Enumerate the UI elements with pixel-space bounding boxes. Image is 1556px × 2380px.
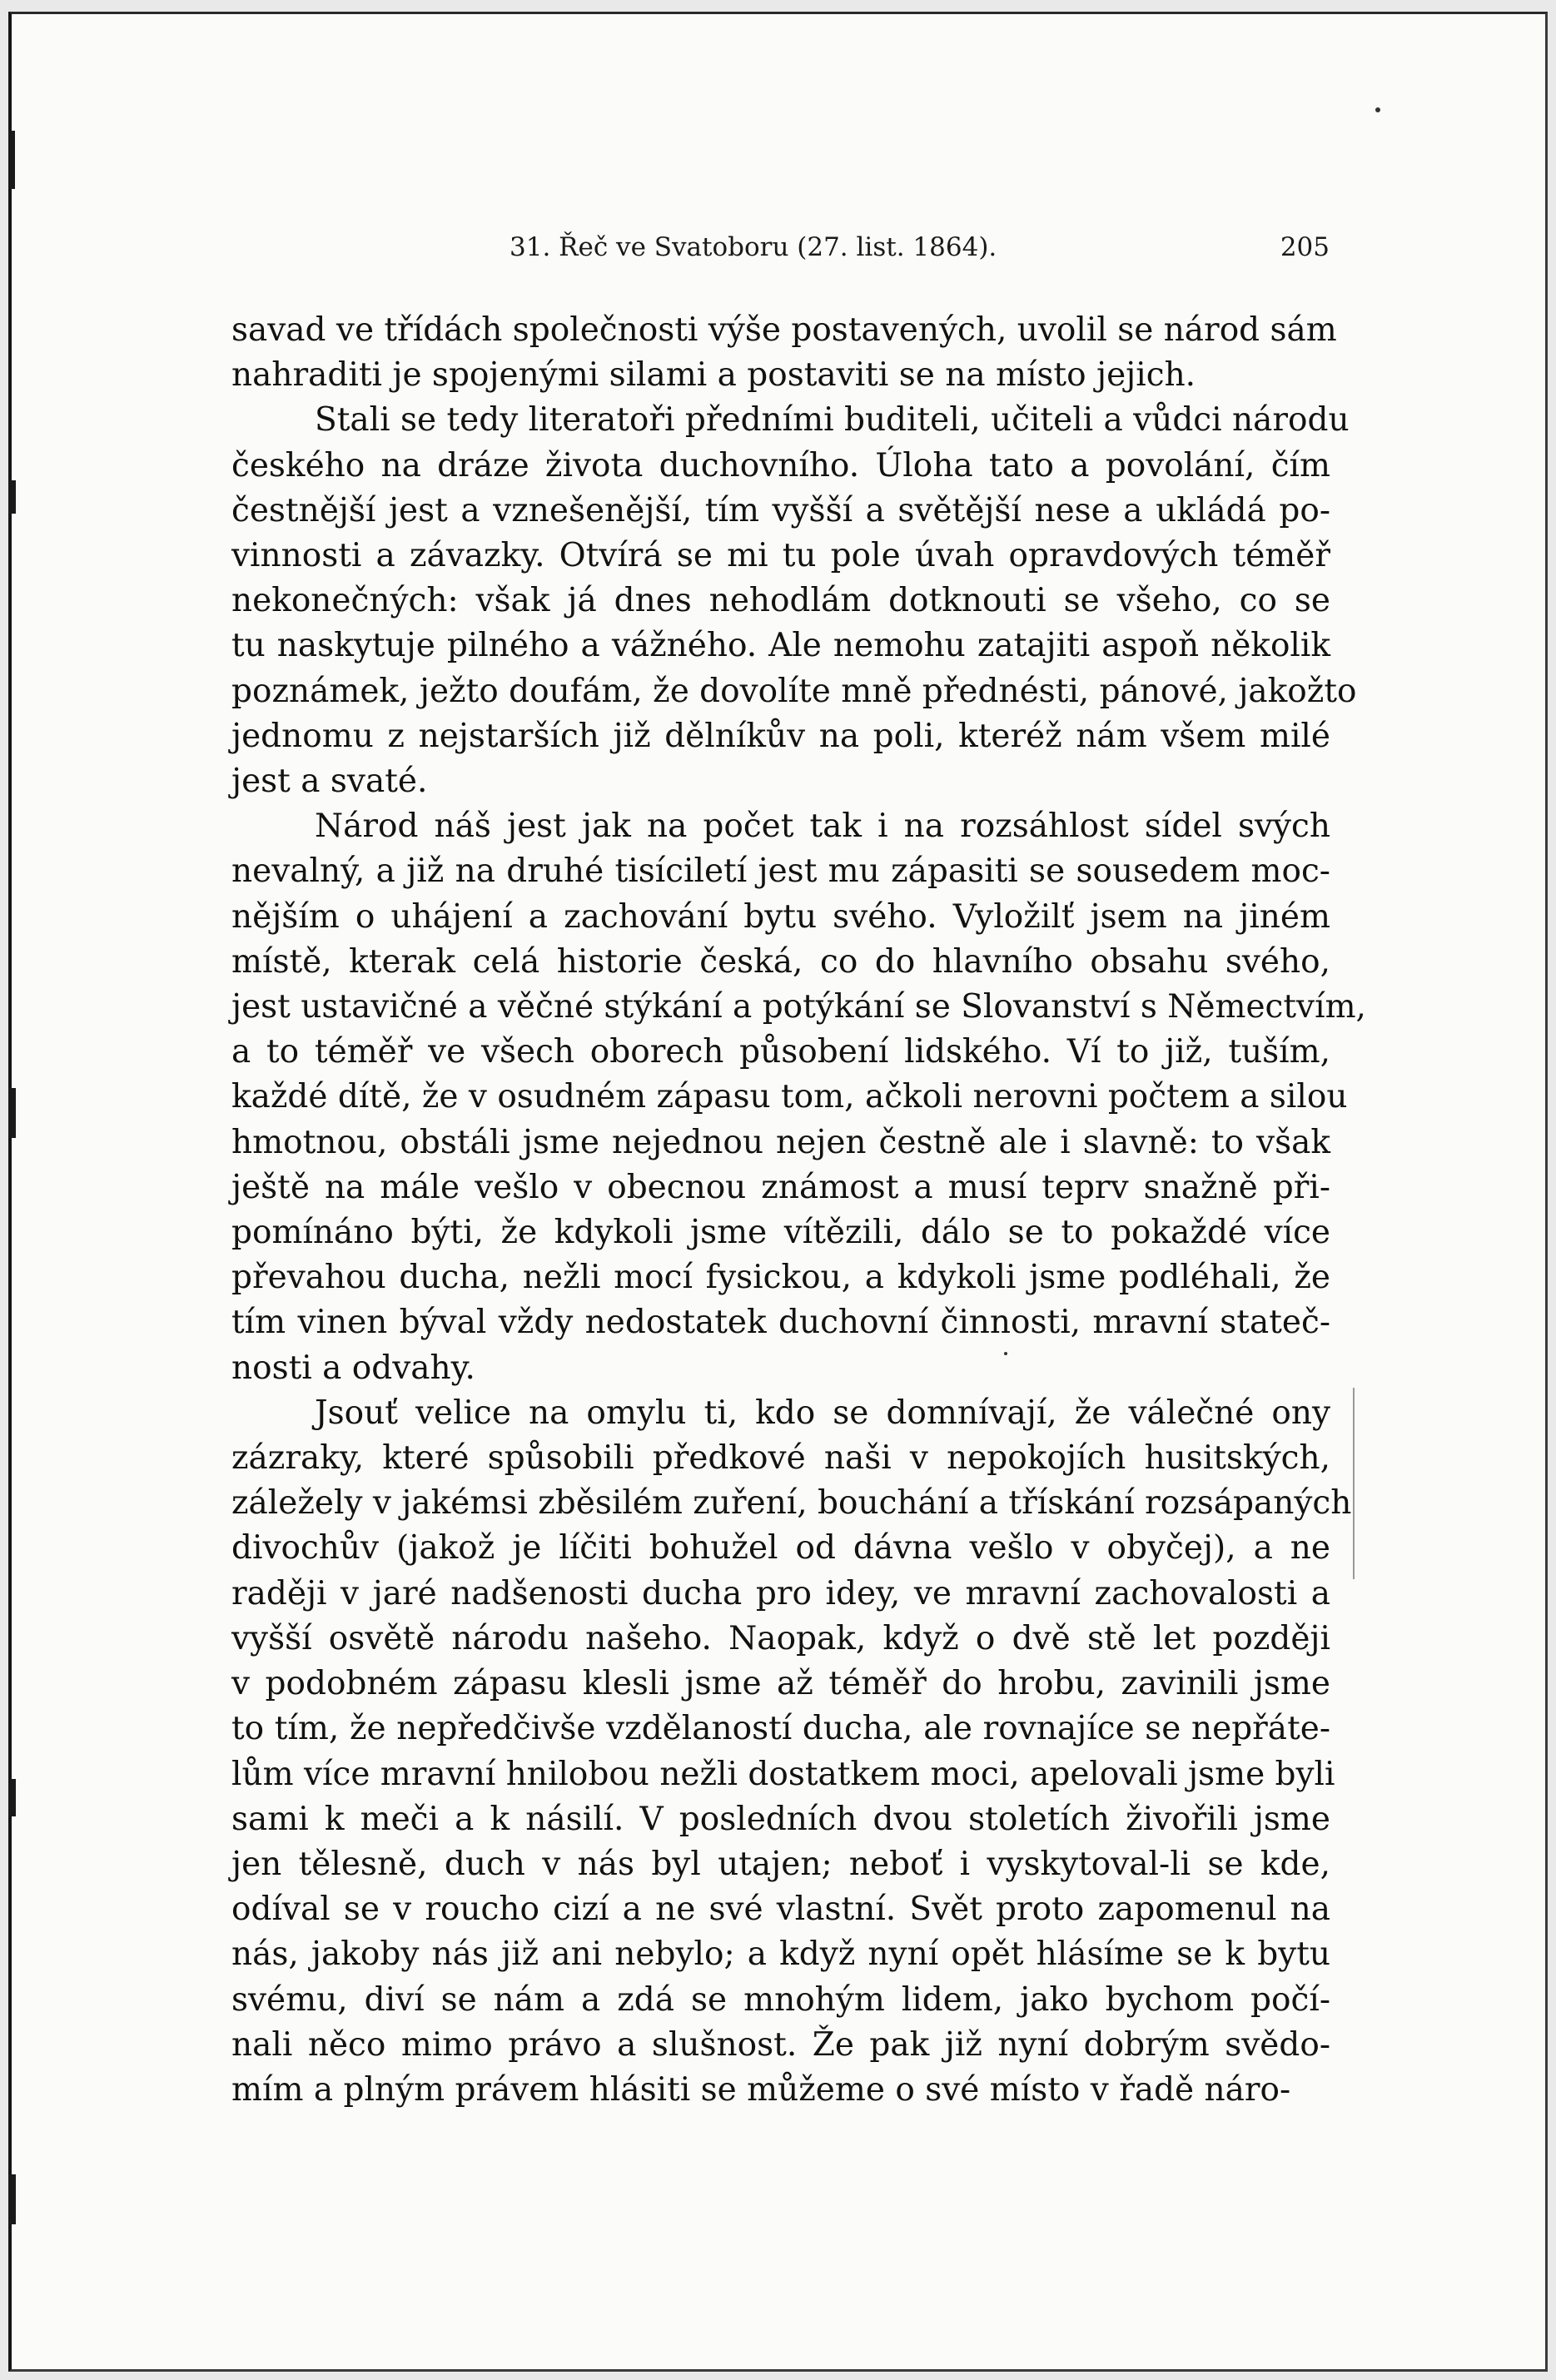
- text-line: převahou ducha, nežli mocí fysickou, a kdykoli jsme podléhali, že: [231, 1259, 1330, 1297]
- text-line: poznámek, ježto doufám, že dovolíte mně přednésti, pánové, jakožto: [231, 672, 1357, 710]
- text-line: raději v jaré nadšenosti ducha pro idey, ve mravní zachovalosti a: [231, 1574, 1330, 1612]
- running-header: [510, 232, 1330, 274]
- text-line: Národ náš jest jak na počet tak i na rozsáhlost sídel svých: [315, 807, 1330, 846]
- text-line: nali něco mimo právo a slušnost. Že pak již nyní dobrým svědo-: [231, 2025, 1330, 2064]
- paragraph: [231, 398, 1357, 804]
- page-number: 205: [1280, 232, 1330, 262]
- print-speck: [1375, 107, 1380, 112]
- text-line: savad ve třídách společnosti výše postavených, uvolil se národ sám: [231, 311, 1337, 349]
- binding-mark: [8, 1779, 16, 1816]
- text-line: čestnější jest a vznešenější, tím vyšší a světější nese a ukládá po-: [231, 491, 1330, 529]
- text-line: to tím, že nepředčivše vzdělaností ducha, ale rovnajíce se nepřáte-: [231, 1710, 1330, 1748]
- paragraph: [231, 308, 1337, 398]
- text-line: svému, diví se nám a zdá se mnohým lidem, jako bychom počí-: [231, 1980, 1330, 2019]
- text-line: lům více mravní hnilobou nežli dostatkem moci, apelovali jsme byli: [231, 1755, 1335, 1793]
- text-line: nevalný, a již na druhé tisíciletí jest mu zápasiti se sousedem moc-: [231, 852, 1330, 891]
- text-line: vinnosti a závazky. Otvírá se mi tu pole úvah opravdových téměř: [231, 537, 1330, 575]
- text-line: jest ustavičné a věčné stýkání a potýkání se Slovanství s Němectvím,: [231, 988, 1366, 1026]
- text-line: ještě na mále vešlo v obecnou známost a musí teprv snažně při-: [231, 1168, 1330, 1206]
- margin-line: [1353, 1388, 1355, 1579]
- text-line: nějším o uhájení a zachování bytu svého. Vyložilť jsem na jiném: [231, 897, 1330, 936]
- running-title: 31. Řeč ve Svatoboru (27. list. 1864).: [510, 232, 997, 262]
- text-line: nekonečných: však já dnes nehodlám dotknouti se všeho, co se: [231, 582, 1330, 620]
- text-line: odíval se v roucho cizí a ne své vlastní. Svět proto zapomenul na: [231, 1891, 1330, 1929]
- binding-mark: [8, 480, 16, 514]
- text-line: místě, kterak celá historie česká, co do hlavního obsahu svého,: [231, 942, 1330, 981]
- text-line: jest a svaté.: [231, 763, 428, 801]
- text-line: tu naskytuje pilného a vážného. Ale nemohu zatajiti aspoň několik: [231, 627, 1330, 665]
- text-line: a to téměř ve všech oborech působení lidského. Ví to již, tuším,: [231, 1033, 1330, 1071]
- text-line: nahraditi je spojenými silami a postaviti se na místo jejich.: [231, 356, 1196, 395]
- book-page: [8, 12, 1548, 2372]
- text-line: zázraky, které spůsobili předkové naši v nepokojích husitských,: [231, 1439, 1330, 1478]
- text-line: jen tělesně, duch v nás byl utajen; neboť i vyskytoval-li se kde,: [231, 1845, 1330, 1883]
- paragraph: [231, 1391, 1352, 2113]
- text-line: divochův (jakož je líčiti bohužel od dávna vešlo v obyčej), a ne: [231, 1529, 1330, 1568]
- text-line: Jsouť velice na omylu ti, kdo se domnívají, že válečné ony: [315, 1394, 1330, 1432]
- binding-mark: [8, 1088, 16, 1138]
- text-line: Stali se tedy literatoři předními buditeli, učiteli a vůdci národu: [315, 401, 1350, 440]
- text-line: českého na dráze života duchovního. Úloha tato a povolání, čím: [231, 446, 1330, 484]
- paragraph: [231, 804, 1366, 1391]
- text-line: jednomu z nejstarších již dělníkův na poli, kteréž nám všem milé: [231, 717, 1330, 755]
- text-line: každé dítě, že v osudném zápasu tom, ačkoli nerovni počtem a silou: [231, 1078, 1348, 1116]
- page-body: [231, 308, 1366, 2113]
- text-line: mím a plným právem hlásiti se můžeme o své místo v řadě náro-: [231, 2070, 1291, 2109]
- binding-mark: [8, 2174, 16, 2224]
- text-line: záležely v jakémsi zběsilém zuření, bouchání a třískání rozsápaných: [231, 1484, 1352, 1523]
- text-line: nosti a odvahy.: [231, 1349, 475, 1387]
- text-line: tím vinen býval vždy nedostatek duchovní činnosti, mravní stateč-: [231, 1304, 1330, 1342]
- text-line: vyšší osvětě národu našeho. Naopak, když o dvě stě let později: [231, 1619, 1330, 1657]
- text-line: pomínáno býti, že kdykoli jsme vítězili, dálo se to pokaždé více: [231, 1214, 1330, 1252]
- text-line: hmotnou, obstáli jsme nejednou nejen čestně ale i slavně: to však: [231, 1123, 1330, 1161]
- binding-mark: [8, 131, 15, 189]
- text-line: v podobném zápasu klesli jsme až téměř do hrobu, zavinili jsme: [231, 1665, 1330, 1703]
- text-line: nás, jakoby nás již ani nebylo; a když nyní opět hlásíme se k bytu: [231, 1935, 1330, 1974]
- text-line: sami k meči a k násilí. V posledních dvou stoletích živořili jsme: [231, 1800, 1330, 1838]
